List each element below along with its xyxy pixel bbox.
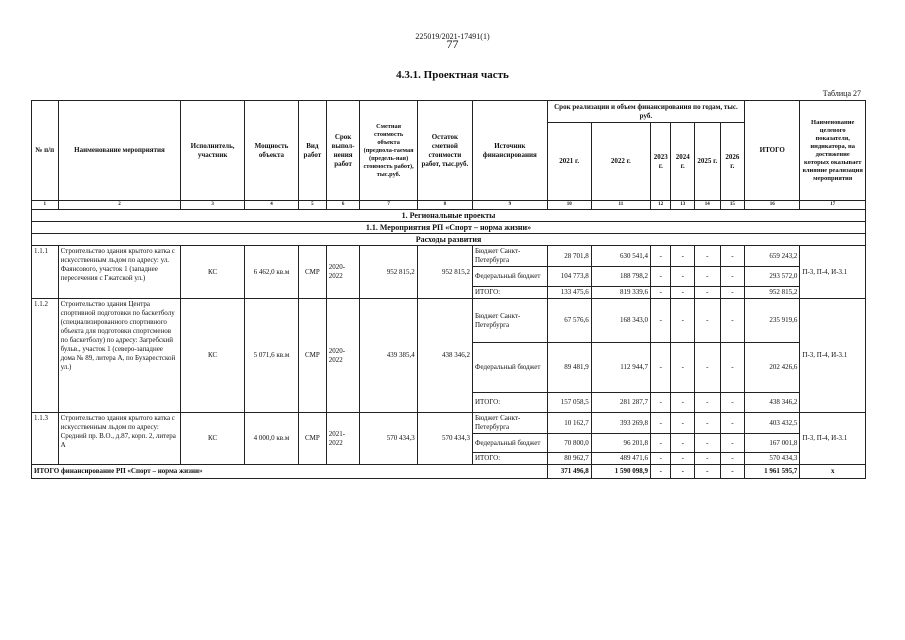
cell-2026: - (720, 246, 745, 267)
cell-total: 235 919,6 (745, 299, 800, 343)
cell-2022: 819 339,6 (591, 287, 650, 299)
header-2026: 2026 г. (720, 123, 745, 201)
cell-2021: 133 475,6 (547, 287, 591, 299)
row-indicator: П-3, П-4, И-3.1 (800, 413, 866, 465)
row-source: ИТОГО: (473, 287, 548, 299)
cell-2023: - (651, 453, 671, 465)
row-capacity: 4 000,0 кв.м (244, 413, 298, 465)
col-number: 16 (745, 201, 800, 210)
cell-2023: - (651, 434, 671, 453)
header-funding-group: Срок реализации и объем финансирования по годам, тыс. руб. (547, 101, 744, 123)
row-remaining: 438 346,2 (417, 299, 472, 413)
cell-2021: 104 773,8 (547, 267, 591, 287)
cell-2026: - (720, 413, 745, 434)
cell-2024: - (671, 246, 695, 267)
cell-2022: 630 541,4 (591, 246, 650, 267)
row-work-type: СМР (299, 246, 327, 299)
cell-2021: 89 481,9 (547, 343, 591, 393)
cell-2021: 10 162,7 (547, 413, 591, 434)
cell-2022: 489 471,6 (591, 453, 650, 465)
cell-2025: - (695, 299, 721, 343)
section-sport-measures (32, 222, 866, 234)
header-2023: 2023 г. (651, 123, 671, 201)
row-term: 2021-2022 (326, 413, 360, 465)
header-indicator: Наименование целевого показателя, индикатора, на достижение которых оказывает влияние реализация мероприятия (800, 101, 866, 201)
cell-2024: - (671, 299, 695, 343)
cell-2025: - (695, 343, 721, 393)
total-2024: - (671, 465, 695, 479)
cell-2024: - (671, 434, 695, 453)
total-label: ИТОГО финансирование РП «Спорт – норма жизни» (32, 465, 548, 479)
table-row (32, 413, 866, 434)
header-capacity: Мощность объекта (244, 101, 298, 201)
cell-2026: - (720, 343, 745, 393)
col-number: 1 (32, 201, 59, 210)
total-row (32, 465, 866, 479)
document-number: 225019/2021-17491(1) (415, 32, 490, 41)
cell-2021: 28 701,8 (547, 246, 591, 267)
row-term: 2020-2022 (326, 246, 360, 299)
cell-2023: - (651, 393, 671, 413)
cell-total: 570 434,3 (745, 453, 800, 465)
cell-2023: - (651, 267, 671, 287)
cell-total: 438 346,2 (745, 393, 800, 413)
row-source: Федеральный бюджет (473, 343, 548, 393)
cell-2026: - (720, 434, 745, 453)
header-estimate: Сметная стоимость объекта (предвола-гаемая (предель-ная) стоимость работ), тыс.руб. (360, 101, 417, 201)
col-number: 17 (800, 201, 866, 210)
header-num: № п/п (32, 101, 59, 201)
cell-2025: - (695, 393, 721, 413)
total-2022: 1 590 098,9 (591, 465, 650, 479)
section-title: 4.3.1. Проектная часть (396, 69, 509, 81)
cell-2024: - (671, 343, 695, 393)
row-work-type: СМР (299, 299, 327, 413)
cell-2022: 281 287,7 (591, 393, 650, 413)
section-sport-measures-label: 1.1. Мероприятия РП «Спорт – норма жизни» (32, 222, 866, 234)
header-name: Наименование мероприятия (58, 101, 181, 201)
table-row (32, 299, 866, 343)
cell-2024: - (671, 413, 695, 434)
cell-2024: - (671, 453, 695, 465)
cell-2025: - (695, 453, 721, 465)
header-remaining: Остаток сметной стоимости работ, тыс.руб. (417, 101, 472, 201)
row-estimate: 952 815,2 (360, 246, 417, 299)
table-row (32, 246, 866, 267)
row-source: ИТОГО: (473, 393, 548, 413)
cell-2022: 96 201,8 (591, 434, 650, 453)
cell-2025: - (695, 267, 721, 287)
cell-2026: - (720, 393, 745, 413)
cell-2024: - (671, 267, 695, 287)
section-development-expenses-label: Расходы развития (32, 234, 866, 246)
row-executor: КС (181, 246, 244, 299)
financing-table (31, 100, 866, 479)
col-number: 5 (299, 201, 327, 210)
row-term: 2020-2022 (326, 299, 360, 413)
section-development-expenses (32, 234, 866, 246)
total-2025: - (695, 465, 721, 479)
cell-2025: - (695, 413, 721, 434)
header-2025: 2025 г. (695, 123, 721, 201)
row-name: Строительство здания крытого катка с искусственным льдом по адресу: Средний пр. В.О., д.87, корп. 2, литера А (58, 413, 181, 465)
col-number: 10 (547, 201, 591, 210)
header-term: Срок выпол-нения работ (326, 101, 360, 201)
section-regional-projects-label: 1. Региональные проекты (32, 210, 866, 222)
total-sum: 1 961 595,7 (745, 465, 800, 479)
cell-total: 659 243,2 (745, 246, 800, 267)
cell-total: 202 426,6 (745, 343, 800, 393)
page-number: 77 (446, 37, 459, 51)
row-source: ИТОГО: (473, 453, 548, 465)
col-number: 2 (58, 201, 181, 210)
col-number: 3 (181, 201, 244, 210)
cell-2022: 168 343,0 (591, 299, 650, 343)
row-estimate: 570 434,3 (360, 413, 417, 465)
cell-2022: 112 944,7 (591, 343, 650, 393)
cell-2023: - (651, 246, 671, 267)
col-number: 13 (671, 201, 695, 210)
cell-total: 167 001,8 (745, 434, 800, 453)
row-indicator: П-3, П-4, И-3.1 (800, 246, 866, 299)
cell-2021: 157 058,5 (547, 393, 591, 413)
cell-2021: 80 962,7 (547, 453, 591, 465)
row-executor: КС (181, 413, 244, 465)
row-work-type: СМР (299, 413, 327, 465)
col-number: 8 (417, 201, 472, 210)
header-executor: Исполнитель, участник (181, 101, 244, 201)
total-2021: 371 496,8 (547, 465, 591, 479)
col-number: 6 (326, 201, 360, 210)
cell-2026: - (720, 453, 745, 465)
cell-2026: - (720, 267, 745, 287)
column-number-row (32, 201, 866, 210)
row-capacity: 5 071,6 кв.м (244, 299, 298, 413)
cell-2022: 393 269,8 (591, 413, 650, 434)
row-remaining: 952 815,2 (417, 246, 472, 299)
row-num: 1.1.2 (32, 299, 59, 413)
header-2022: 2022 г. (591, 123, 650, 201)
cell-2023: - (651, 287, 671, 299)
header-2024: 2024 г. (671, 123, 695, 201)
cell-total: 403 432,5 (745, 413, 800, 434)
row-remaining: 570 434,3 (417, 413, 472, 465)
total-indicator: x (800, 465, 866, 479)
cell-2023: - (651, 413, 671, 434)
row-source: Бюджет Санкт-Петербурга (473, 246, 548, 267)
row-name: Строительство здания крытого катка с искусственным льдом по адресу: ул. Фаянсового, участок 1 (западнее пересечения с Гжатской ул.) (58, 246, 181, 299)
section-regional-projects (32, 210, 866, 222)
cell-total: 952 815,2 (745, 287, 800, 299)
cell-2025: - (695, 246, 721, 267)
col-number: 4 (244, 201, 298, 210)
row-source: Федеральный бюджет (473, 267, 548, 287)
col-number: 7 (360, 201, 417, 210)
row-executor: КС (181, 299, 244, 413)
row-num: 1.1.3 (32, 413, 59, 465)
cell-2024: - (671, 287, 695, 299)
cell-2023: - (651, 343, 671, 393)
col-number: 15 (720, 201, 745, 210)
total-2026: - (720, 465, 745, 479)
cell-2022: 188 798,2 (591, 267, 650, 287)
row-indicator: П-3, П-4, И-3.1 (800, 299, 866, 413)
cell-2023: - (651, 299, 671, 343)
row-source: Бюджет Санкт-Петербурга (473, 299, 548, 343)
row-source: Федеральный бюджет (473, 434, 548, 453)
table-label: Таблица 27 (822, 89, 861, 98)
cell-total: 293 572,0 (745, 267, 800, 287)
cell-2026: - (720, 299, 745, 343)
col-number: 12 (651, 201, 671, 210)
header-work-type: Вид работ (299, 101, 327, 201)
cell-2025: - (695, 287, 721, 299)
row-estimate: 439 385,4 (360, 299, 417, 413)
row-capacity: 6 462,0 кв.м (244, 246, 298, 299)
col-number: 9 (473, 201, 548, 210)
row-name: Строительство здания Центра спортивной подготовки по баскетболу (специализированного спортивного объекта для подготовки спортсменов по баскетболу) по адресу: Загребский бульв., участок 1 (северо-западнее дома № 89, литера А, по Бухарестской ул.) (58, 299, 181, 413)
cell-2024: - (671, 393, 695, 413)
header-2021: 2021 г. (547, 123, 591, 201)
header-total: ИТОГО (745, 101, 800, 201)
col-number: 14 (695, 201, 721, 210)
row-source: Бюджет Санкт-Петербурга (473, 413, 548, 434)
cell-2026: - (720, 287, 745, 299)
cell-2021: 70 800,0 (547, 434, 591, 453)
cell-2021: 67 576,6 (547, 299, 591, 343)
total-2023: - (651, 465, 671, 479)
cell-2025: - (695, 434, 721, 453)
header-source: Источник финансирования (473, 101, 548, 201)
col-number: 11 (591, 201, 650, 210)
row-num: 1.1.1 (32, 246, 59, 299)
